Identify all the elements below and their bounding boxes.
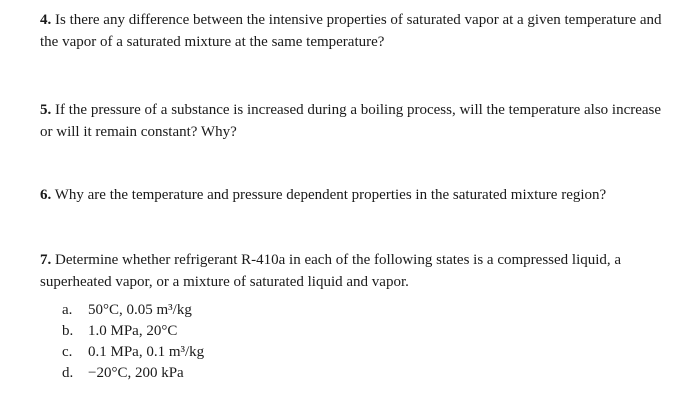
option-d	[62, 363, 204, 384]
option-b	[62, 321, 204, 342]
question-5	[40, 99, 670, 143]
option-letter: b.	[62, 323, 74, 339]
option-a	[62, 300, 204, 321]
question-text: Determine whether refrigerant R-410a in each of the following states is a compressed liquid, a superheated vapor, or a mixture of saturated liquid and vapor.	[40, 252, 622, 290]
option-value: 1.0 MPa, 20°C	[88, 323, 178, 339]
question-number: 4.	[40, 12, 52, 28]
option-letter: a.	[62, 302, 73, 318]
question-7	[40, 249, 670, 293]
option-c	[62, 342, 204, 363]
question-number: 5.	[40, 102, 52, 118]
question-number: 6.	[40, 187, 52, 203]
question-text: If the pressure of a substance is increased during a boiling process, will the temperature also increase or will it remain constant? Why?	[40, 102, 662, 140]
question-4	[40, 9, 670, 53]
question-number: 7.	[40, 252, 52, 268]
option-letter: d.	[62, 365, 74, 381]
option-letter: c.	[62, 344, 73, 360]
question-text: Why are the temperature and pressure dependent properties in the saturated mixture region?	[54, 187, 607, 203]
option-value: 0.1 MPa, 0.1 m³/kg	[88, 344, 205, 360]
option-value: −20°C, 200 kPa	[88, 365, 184, 381]
question-7-options	[62, 300, 204, 384]
option-value: 50°C, 0.05 m³/kg	[88, 302, 192, 318]
question-6	[40, 184, 670, 206]
question-text: Is there any difference between the intensive properties of saturated vapor at a given temperature and the vapor of a saturated mixture at the same temperature?	[40, 12, 662, 50]
